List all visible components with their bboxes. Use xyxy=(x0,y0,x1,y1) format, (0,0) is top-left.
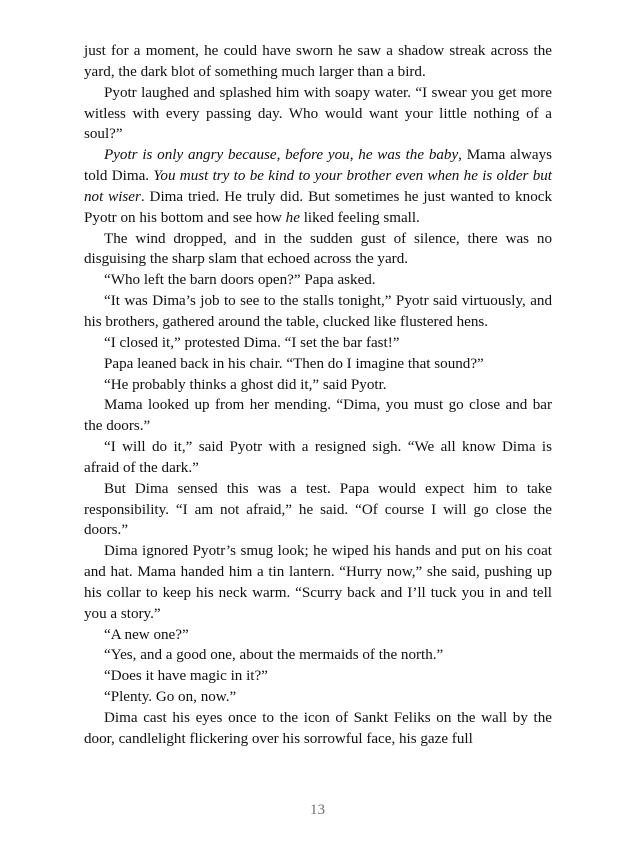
body-text: Pyotr laughed and splashed him with soapy water. “I swear you get more witless with every passing day. Who would want your little nothing of a soul?” xyxy=(84,84,552,143)
body-text: The wind dropped, and in the sudden gust of silence, there was no disguising the sharp slam that echoed across the yard. xyxy=(84,230,552,268)
body-text: “Who left the barn doors open?” Papa asked. xyxy=(104,272,376,289)
body-text: , Mama always told Dima. xyxy=(84,147,552,185)
body-paragraph xyxy=(84,354,552,375)
body-paragraph xyxy=(84,375,552,396)
body-paragraph xyxy=(84,687,552,708)
body-paragraph xyxy=(84,395,552,437)
body-text: “I will do it,” said Pyotr with a resigned sigh. “We all know Dima is afraid of the dark.” xyxy=(84,439,552,476)
emphasis-text: he xyxy=(285,209,300,226)
body-paragraph xyxy=(84,437,552,479)
body-paragraph xyxy=(84,145,552,228)
body-text: Mama looked up from her mending. “Dima, you must go close and bar the doors.” xyxy=(84,397,552,435)
body-text-column xyxy=(84,41,552,750)
body-text: “Plenty. Go on, now.” xyxy=(104,689,237,706)
body-paragraph xyxy=(84,291,552,333)
body-paragraph xyxy=(84,645,552,666)
body-paragraph xyxy=(84,541,552,624)
body-paragraph xyxy=(84,625,552,646)
emphasis-text: Pyotr is only angry because, before you, he was the baby xyxy=(104,147,459,164)
body-text: “Does it have magic in it?” xyxy=(104,668,268,685)
body-paragraph xyxy=(84,270,552,291)
page-number: 13 xyxy=(309,802,326,818)
body-paragraph xyxy=(84,41,552,83)
body-text: Papa leaned back in his chair. “Then do I imagine that sound?” xyxy=(104,355,484,372)
body-text: liked feeling small. xyxy=(299,209,420,226)
body-text: “Yes, and a good one, about the mermaids of the north.” xyxy=(104,647,444,664)
body-paragraph xyxy=(84,479,552,542)
body-text: “I closed it,” protested Dima. “I set the bar fast!” xyxy=(104,334,400,351)
body-text: Dima ignored Pyotr’s smug look; he wiped his hands and put on his coat and hat. Mama handed him a tin lantern. “Hurry now,” she said, pushing up his collar to keep his neck warm. “Scurry back and I’ll tuck you in and tell you a story.” xyxy=(84,543,552,622)
body-text: “A new one?” xyxy=(104,626,189,643)
body-paragraph xyxy=(84,708,552,750)
body-text: just for a moment, he could have sworn he saw a shadow streak across the yard, the dark blot of something much larger than a bird. xyxy=(84,43,552,80)
body-paragraph xyxy=(84,83,552,146)
body-text: “He probably thinks a ghost did it,” said Pyotr. xyxy=(104,376,387,393)
body-text: “It was Dima’s job to see to the stalls tonight,” Pyotr said virtuously, and his brothers, gathered around the table, clucked like flustered hens. xyxy=(84,293,552,330)
body-text: . Dima tried. He truly did. But sometimes he just wanted to knock Pyotr on his bottom and see how xyxy=(84,188,552,226)
body-paragraph xyxy=(84,229,552,271)
body-text: But Dima sensed this was a test. Papa would expect him to take responsibility. “I am not afraid,” he said. “Of course I will go close the doors.” xyxy=(84,480,552,539)
body-text: Dima cast his eyes once to the icon of Sankt Feliks on the wall by the door, candlelight flickering over his sorrowful face, his gaze full xyxy=(84,710,552,747)
body-paragraph xyxy=(84,333,552,354)
body-paragraph xyxy=(84,666,552,687)
emphasis-text: You must try to be kind to your brother even when he is older but not wiser xyxy=(84,168,552,205)
